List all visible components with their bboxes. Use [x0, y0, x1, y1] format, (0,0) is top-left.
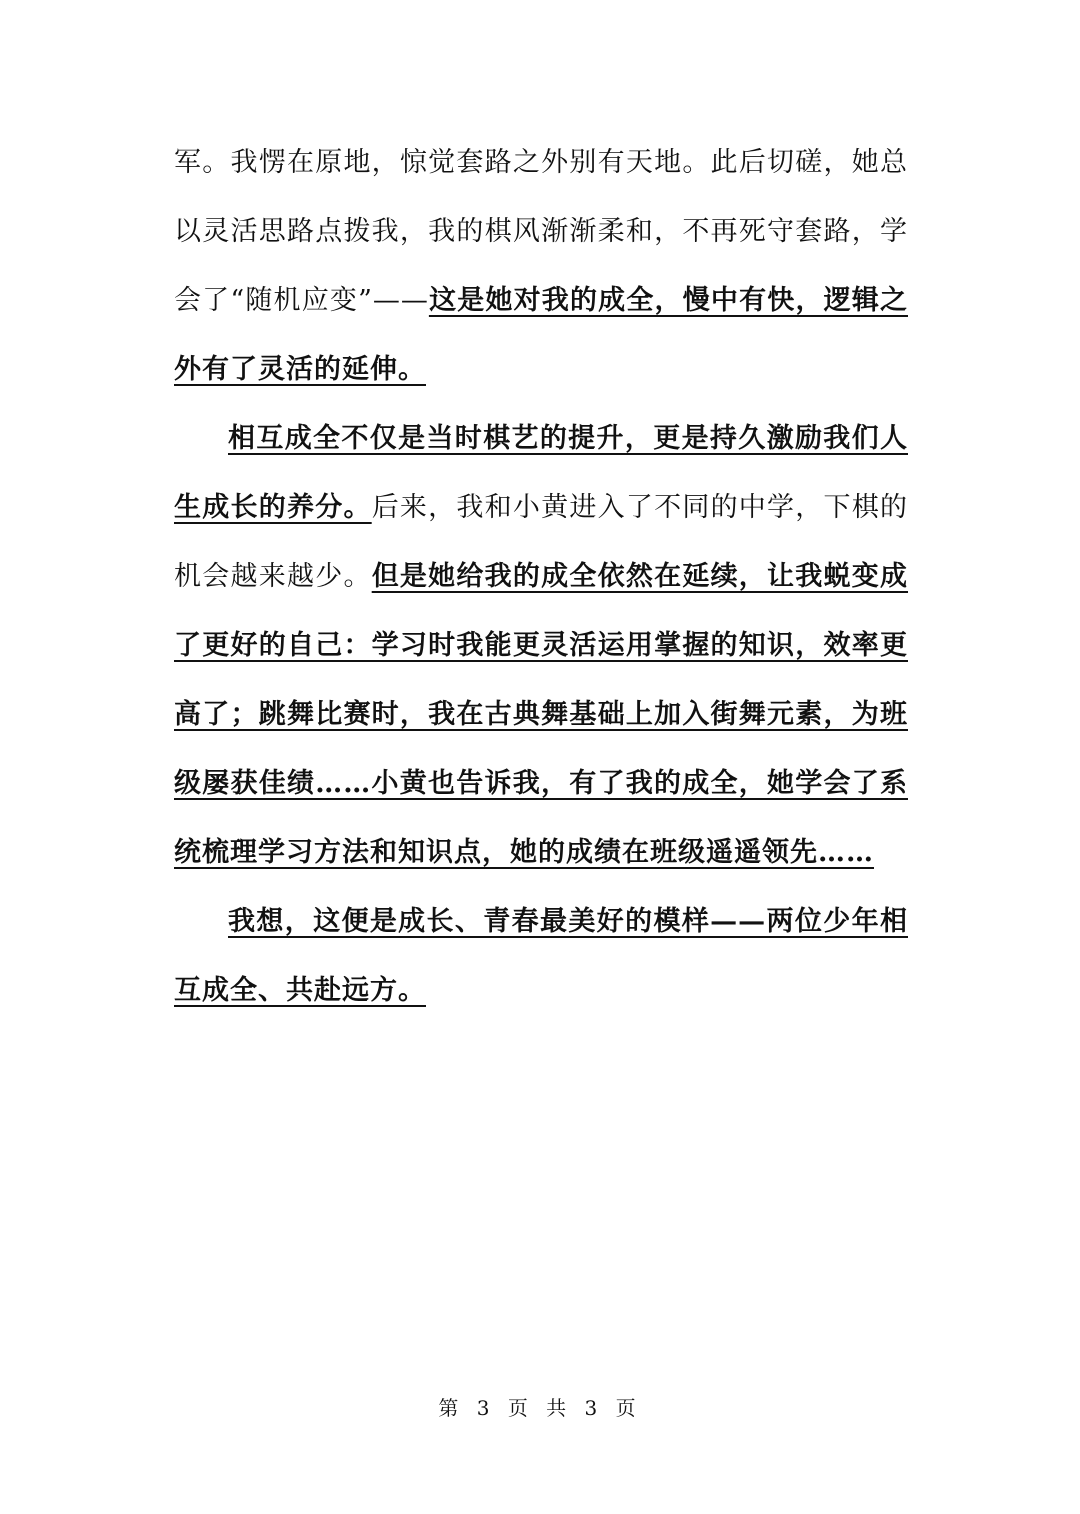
paragraph-3 [174, 887, 908, 1025]
paragraph-2-text-1: 后来，我和小黄进入了不同的中学，下棋的机会越来越少。 [174, 492, 909, 592]
paragraph-2-underlined-1: 相互成全不仅是当时棋艺的提升，更是持久激励我们人生成长的养分。 [174, 423, 908, 523]
page-footer [0, 1392, 1080, 1421]
document-body [174, 128, 908, 1025]
page-number-label: 第 3 页 共 3 页 [438, 1396, 642, 1420]
paragraph-2 [174, 404, 908, 887]
paragraph-1-text-1: 军。我愣在原地，惊觉套路之外别有天地。此后切磋，她总以灵活思路点拨我，我的棋风渐渐柔和，不再死守套路，学会了“随机应变”—— [174, 147, 908, 316]
paragraph-1 [174, 128, 908, 404]
paragraph-2-underlined-2: 但是她给我的成全依然在延续，让我蜕变成了更好的自己：学习时我能更灵活运用掌握的知识，效率更高了；跳舞比赛时，我在古典舞基础上加入街舞元素，为班级屡获佳绩……小黄也告诉我，有了我的成全，她学会了系统梳理学习方法和知识点，她的成绩在班级遥遥领先…… [174, 561, 909, 868]
paragraph-1-underlined-1: 这是她对我的成全，慢中有快，逻辑之外有了灵活的延伸。 [174, 285, 908, 385]
paragraph-3-underlined-1: 我想，这便是成长、青春最美好的模样——两位少年相互成全、共赴远方。 [174, 906, 908, 1006]
